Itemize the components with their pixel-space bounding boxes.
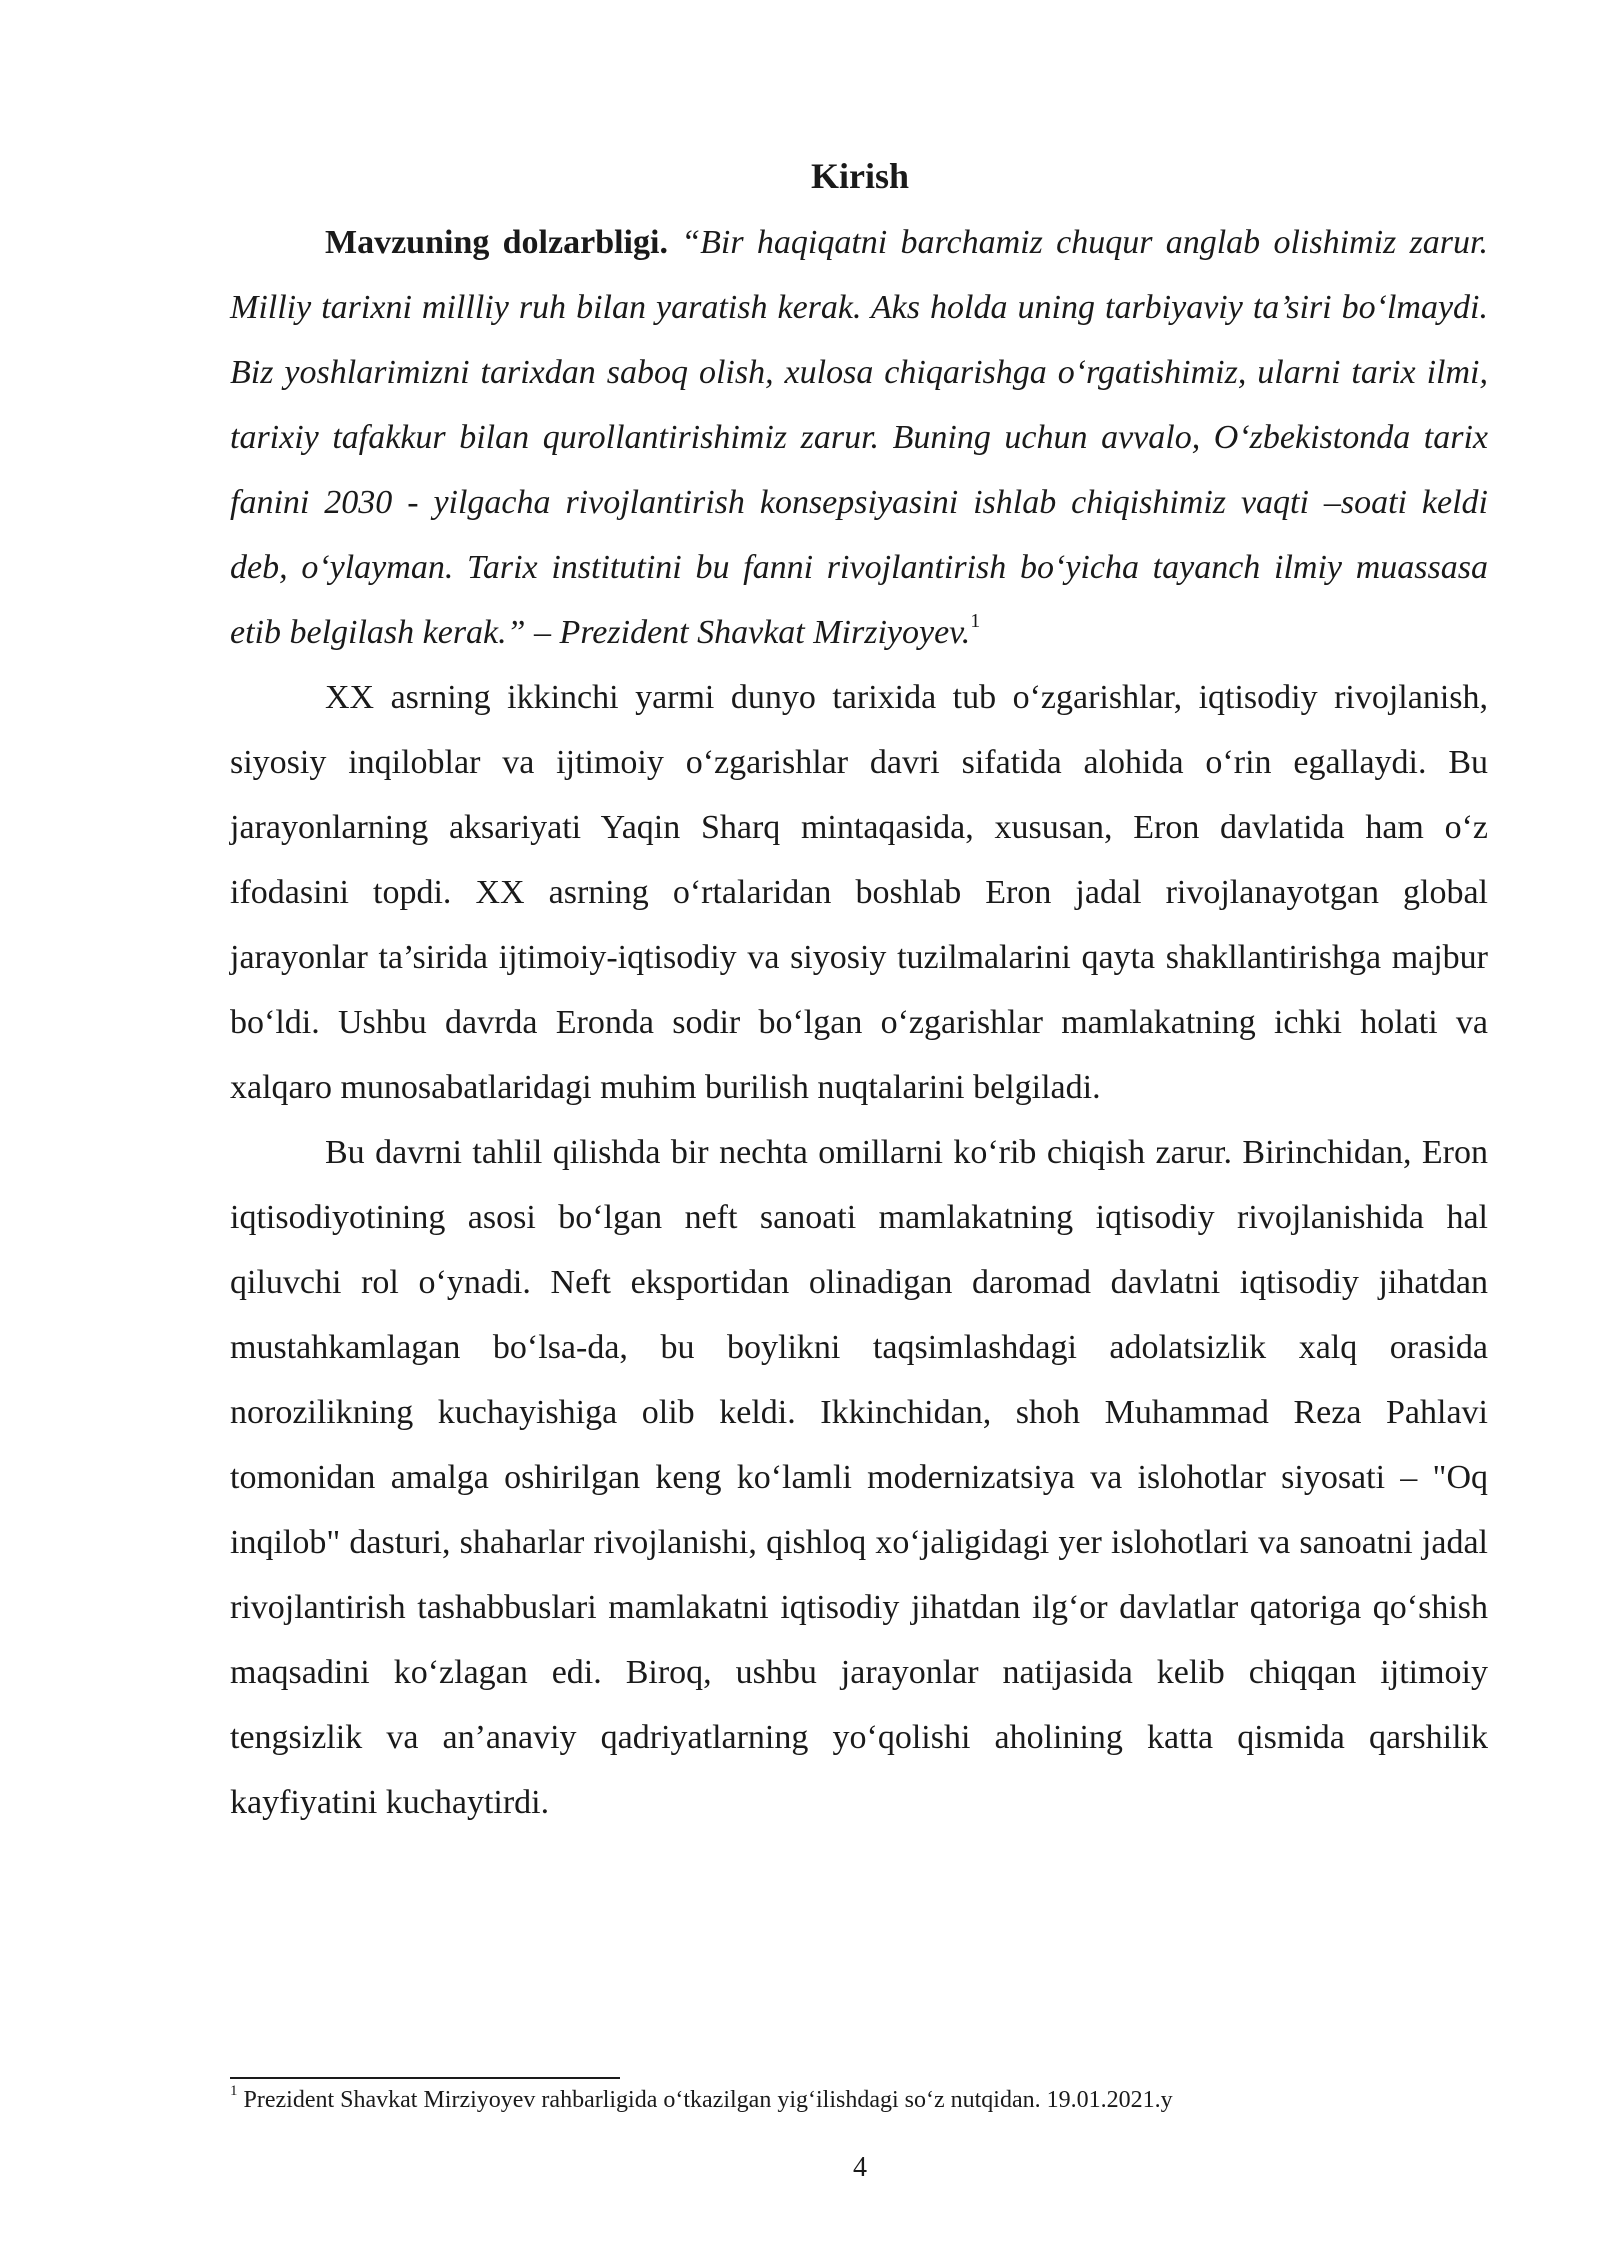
footnote-separator (230, 2077, 620, 2079)
relevance-lead: Mavzuning dolzarbligi. (325, 224, 668, 261)
page-number: 4 (853, 2152, 867, 2183)
paragraph-relevance (230, 210, 1488, 665)
footnote (230, 2082, 1530, 2118)
paragraph-analysis: Bu davrni tahlil qilishda bir nechta omillarni ko‘rib chiqish zarur. Birinchidan, Eron iqtisodiyotining asosi bo‘lgan neft sanoati mamlakatning iqtisodiy rivojlanishida hal qiluvchi rol o‘ynadi. Neft eksportidan olinadigan daromad davlatni iqtisodiy jihatdan mustahkamlagan bo‘lsa-da, bu boylikni taqsimlashdagi adolatsizlik xalq orasida norozilikning kuchayishiga olib keldi. Ikkinchidan, shoh Muhammad Reza Pahlavi tomonidan amalga oshirilgan keng ko‘lamli modernizatsiya va islohotlar siyosati – "Oq inqilob" dasturi, shaharlar rivojlanishi, qishloq xo‘jaligidagi yer islohotlari va sanoatni jadal rivojlantirish tashabbuslari mamlakatni iqtisodiy jihatdan ilg‘or davlatlar qatoriga qo‘shish maqsadini ko‘zlagan edi. Biroq, ushbu jarayonlar natijasida kelib chiqqan ijtimoiy tengsizlik va an’anaviy qadriyatlarning yo‘qolishi aholining katta qismida qarshilik kayfiyatini kuchaytirdi. (230, 1134, 1488, 1821)
section-heading: Kirish (810, 156, 909, 196)
footnote-reference[interactable]: 1 (970, 609, 981, 632)
president-quote: “Bir haqiqatni barchamiz chuqur anglab olishimiz zarur. Milliy tarixni millliy ruh bilan yaratish kerak. Aks holda uning tarbiyaviy ta’siri bo‘lmaydi. Biz yoshlarimizni tarixdan saboq olish, xulosa chiqarishga o‘rgatishimiz, ularni tarix ilmi, tarixiy tafakkur bilan qurollantirishimiz zarur. Buning uchun avvalo, O‘zbekistonda tarix fanini 2030 - yilgacha rivojlantirish konsepsiyasini ishlab chiqishimiz vaqti –soati keldi deb, o‘ylayman. Tarix institutini bu fanni rivojlantirish bo‘yicha tayanch ilmiy muassasa etib belgilash kerak.” – Prezident Shavkat Mirziyoyev. (230, 224, 1488, 651)
body-text (230, 210, 1488, 1835)
paragraph-20th-century: XX asrning ikkinchi yarmi dunyo tarixida tub o‘zgarishlar, iqtisodiy rivojlanish, siyosiy inqiloblar va ijtimoiy o‘zgarishlar davri sifatida alohida o‘rin egallaydi. Bu jarayonlarning aksariyati Yaqin Sharq mintaqasida, xususan, Eron davlatida ham o‘z ifodasini topdi. XX asrning o‘rtalaridan boshlab Eron jadal rivojlanayotgan global jarayonlar ta’sirida ijtimoiy-iqtisodiy va siyosiy tuzilmalarini qayta shakllantirishga majbur bo‘ldi. Ushbu davrda Eronda sodir bo‘lgan o‘zgarishlar mamlakatning ichki holati va xalqaro munosabatlaridagi muhim burilish nuqtalarini belgiladi. (230, 679, 1488, 1106)
footnote-marker: 1 (230, 2083, 238, 2099)
footnote-text: Prezident Shavkat Mirziyoyev rahbarligida o‘tkazilgan yig‘ilishdagi so‘z nutqidan. 19.01.2021.y (243, 2087, 1173, 2113)
